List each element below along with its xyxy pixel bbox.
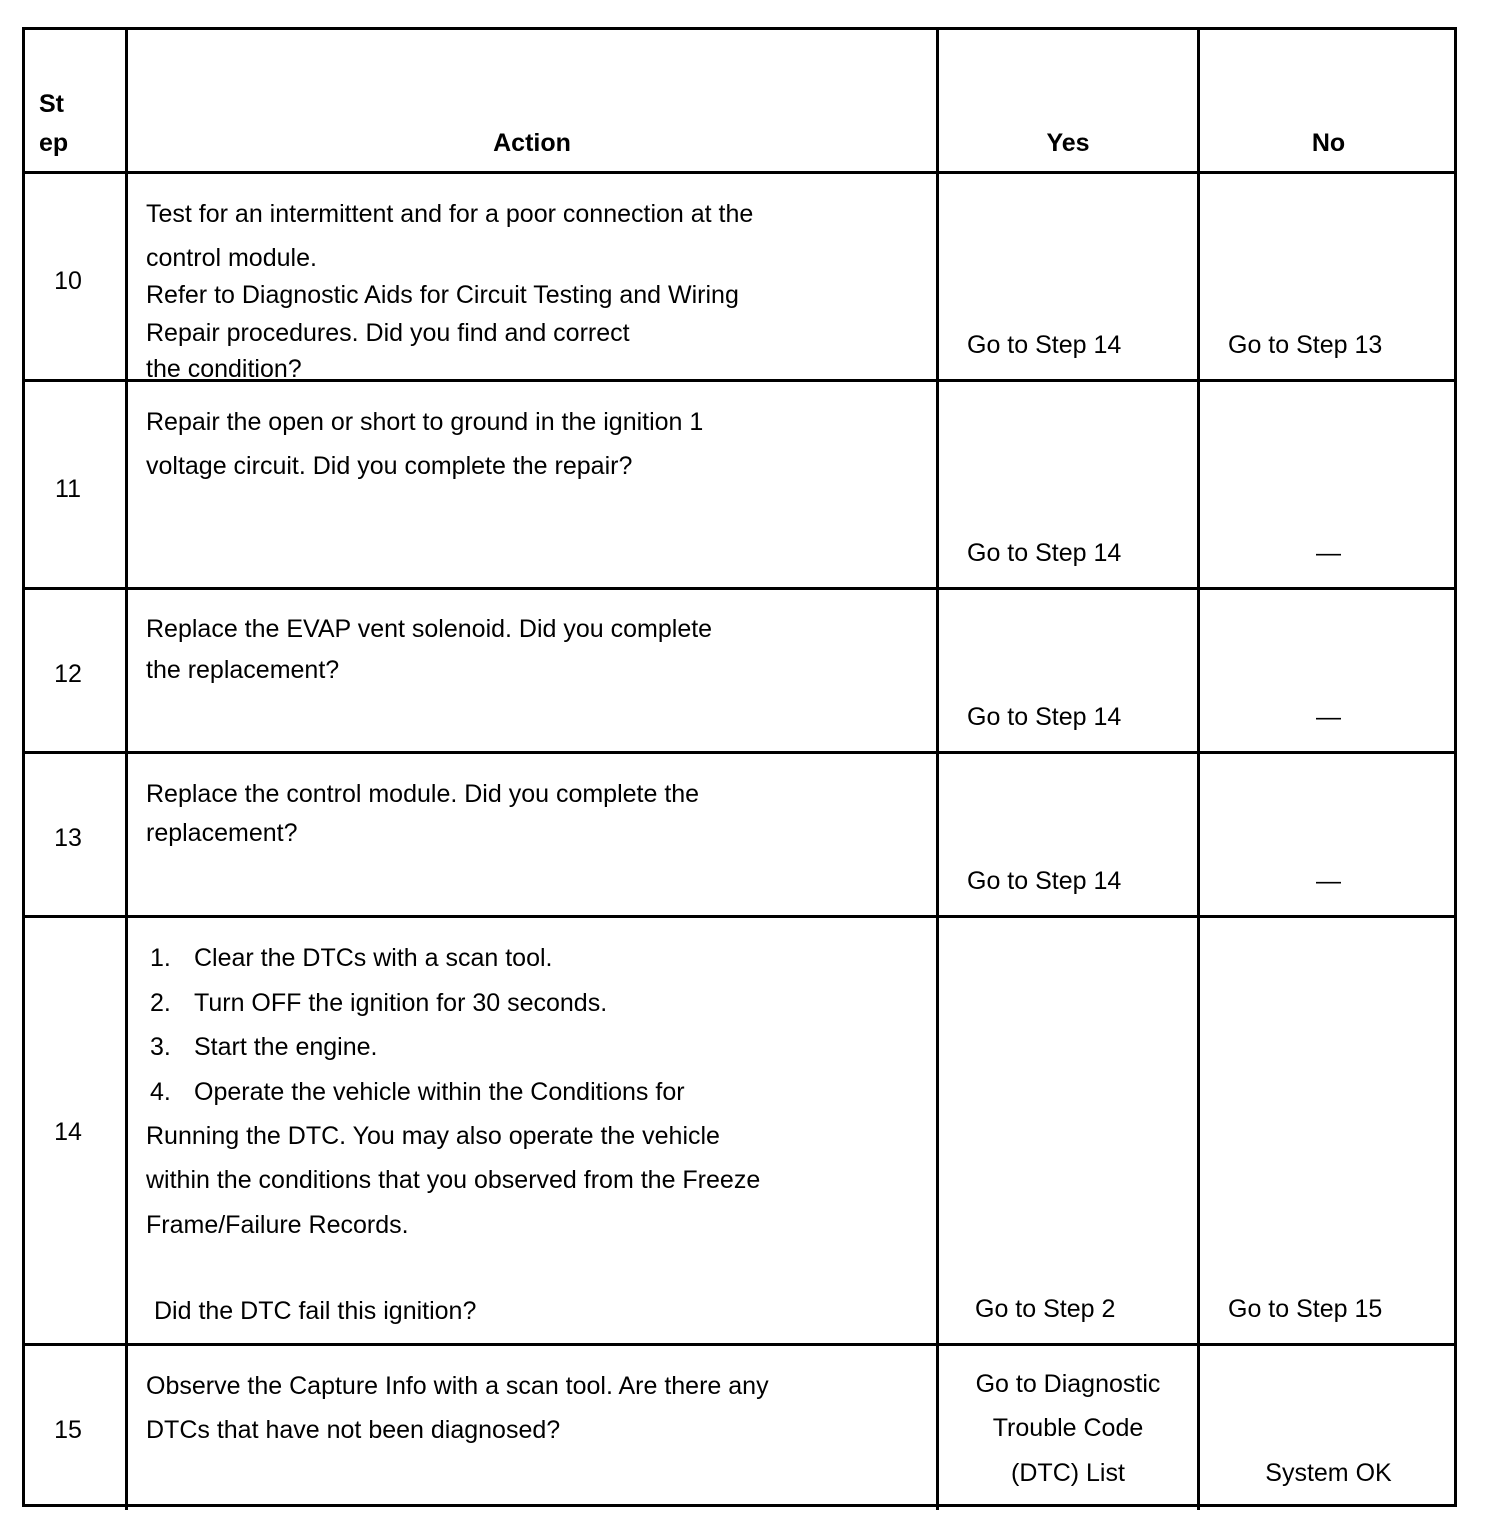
no-cell <box>1200 754 1457 915</box>
action-line: Refer to Diagnostic Aids for Circuit Testing and Wiring <box>146 281 739 309</box>
header-step-line1: St <box>39 90 64 118</box>
yes-cell[interactable] <box>939 1346 1200 1510</box>
header-step-line2: ep <box>39 129 69 157</box>
table-row <box>25 1346 1454 1510</box>
step-cell <box>25 754 128 915</box>
step-cell <box>25 590 128 751</box>
yes-link-line[interactable]: Go to Diagnostic <box>975 1370 1161 1398</box>
action-line: DTCs that have not been diagnosed? <box>146 1416 561 1444</box>
action-question: Did the DTC fail this ignition? <box>154 1297 477 1325</box>
action-line: Replace the EVAP vent solenoid. Did you complete <box>146 615 713 643</box>
no-cell <box>1200 590 1457 751</box>
yes-cell <box>939 590 1200 751</box>
list-item-number: 2. <box>150 989 171 1017</box>
action-line: Frame/Failure Records. <box>146 1211 409 1239</box>
action-cell <box>128 1346 939 1510</box>
header-action-cell <box>128 30 939 171</box>
no-cell <box>1200 1346 1457 1510</box>
header-no: No <box>1311 129 1346 157</box>
table-row <box>25 754 1454 918</box>
no-value: — <box>1316 539 1341 567</box>
step-number: 12 <box>54 660 82 688</box>
action-line: Repair the open or short to ground in the ignition 1 <box>146 408 704 436</box>
yes-cell <box>939 382 1200 587</box>
action-cell <box>128 918 939 1343</box>
action-line: Replace the control module. Did you complete the <box>146 780 700 808</box>
header-step-cell <box>25 30 128 171</box>
yes-cell <box>939 174 1200 379</box>
action-line: Running the DTC. You may also operate the vehicle <box>146 1122 720 1150</box>
no-link[interactable]: Go to Step 15 <box>1228 1295 1383 1323</box>
yes-link-line[interactable]: Trouble Code <box>992 1414 1144 1442</box>
action-line: replacement? <box>146 819 298 847</box>
step-cell <box>25 918 128 1343</box>
list-item-text: Operate the vehicle within the Conditions for <box>194 1078 685 1106</box>
header-yes: Yes <box>1046 129 1090 157</box>
action-line: Repair procedures. Did you find and correct <box>146 319 630 347</box>
yes-cell <box>939 918 1200 1343</box>
table-header-row <box>25 30 1454 174</box>
action-line: within the conditions that you observed from the Freeze <box>146 1166 761 1194</box>
action-cell <box>128 754 939 915</box>
yes-link[interactable]: Go to Step 14 <box>967 703 1122 731</box>
yes-link-line[interactable]: (DTC) List <box>1011 1459 1125 1487</box>
table-row <box>25 174 1454 382</box>
list-item-number: 4. <box>150 1078 171 1106</box>
no-value: — <box>1316 867 1341 895</box>
table-row <box>25 918 1454 1346</box>
table-row <box>25 590 1454 754</box>
action-cell <box>128 382 939 587</box>
step-number: 13 <box>54 824 82 852</box>
list-item-number: 3. <box>150 1033 171 1061</box>
list-item-text: Start the engine. <box>194 1033 378 1061</box>
action-line: control module. <box>146 244 317 272</box>
step-number: 15 <box>54 1416 82 1444</box>
no-value: System OK <box>1265 1459 1392 1487</box>
no-cell <box>1200 382 1457 587</box>
no-cell <box>1200 174 1457 379</box>
yes-link[interactable]: Go to Step 14 <box>967 539 1122 567</box>
header-yes-cell <box>939 30 1200 171</box>
action-line: the replacement? <box>146 656 340 684</box>
no-cell <box>1200 918 1457 1343</box>
list-item-number: 1. <box>150 944 171 972</box>
list-item-text: Turn OFF the ignition for 30 seconds. <box>194 989 608 1017</box>
yes-link[interactable]: Go to Step 14 <box>967 331 1122 359</box>
header-action: Action <box>493 129 571 157</box>
step-cell <box>25 382 128 587</box>
action-cell <box>128 590 939 751</box>
action-line: Test for an intermittent and for a poor connection at the <box>146 200 754 228</box>
yes-cell <box>939 754 1200 915</box>
yes-link[interactable]: Go to Step 2 <box>975 1295 1116 1323</box>
action-line: Observe the Capture Info with a scan tool. Are there any <box>146 1372 769 1400</box>
diagnostic-table <box>22 27 1457 1507</box>
list-item-text: Clear the DTCs with a scan tool. <box>194 944 553 972</box>
step-number: 14 <box>54 1118 82 1146</box>
action-line: the condition? <box>146 355 302 383</box>
table-row <box>25 382 1454 590</box>
yes-link[interactable]: Go to Step 14 <box>967 867 1122 895</box>
step-cell <box>25 174 128 379</box>
no-link[interactable]: Go to Step 13 <box>1228 331 1383 359</box>
step-number: 10 <box>54 267 82 295</box>
action-line: voltage circuit. Did you complete the repair? <box>146 452 633 480</box>
header-no-cell <box>1200 30 1457 171</box>
step-number: 11 <box>55 475 81 503</box>
no-value: — <box>1316 703 1341 731</box>
action-cell <box>128 174 939 383</box>
step-cell <box>25 1346 128 1510</box>
